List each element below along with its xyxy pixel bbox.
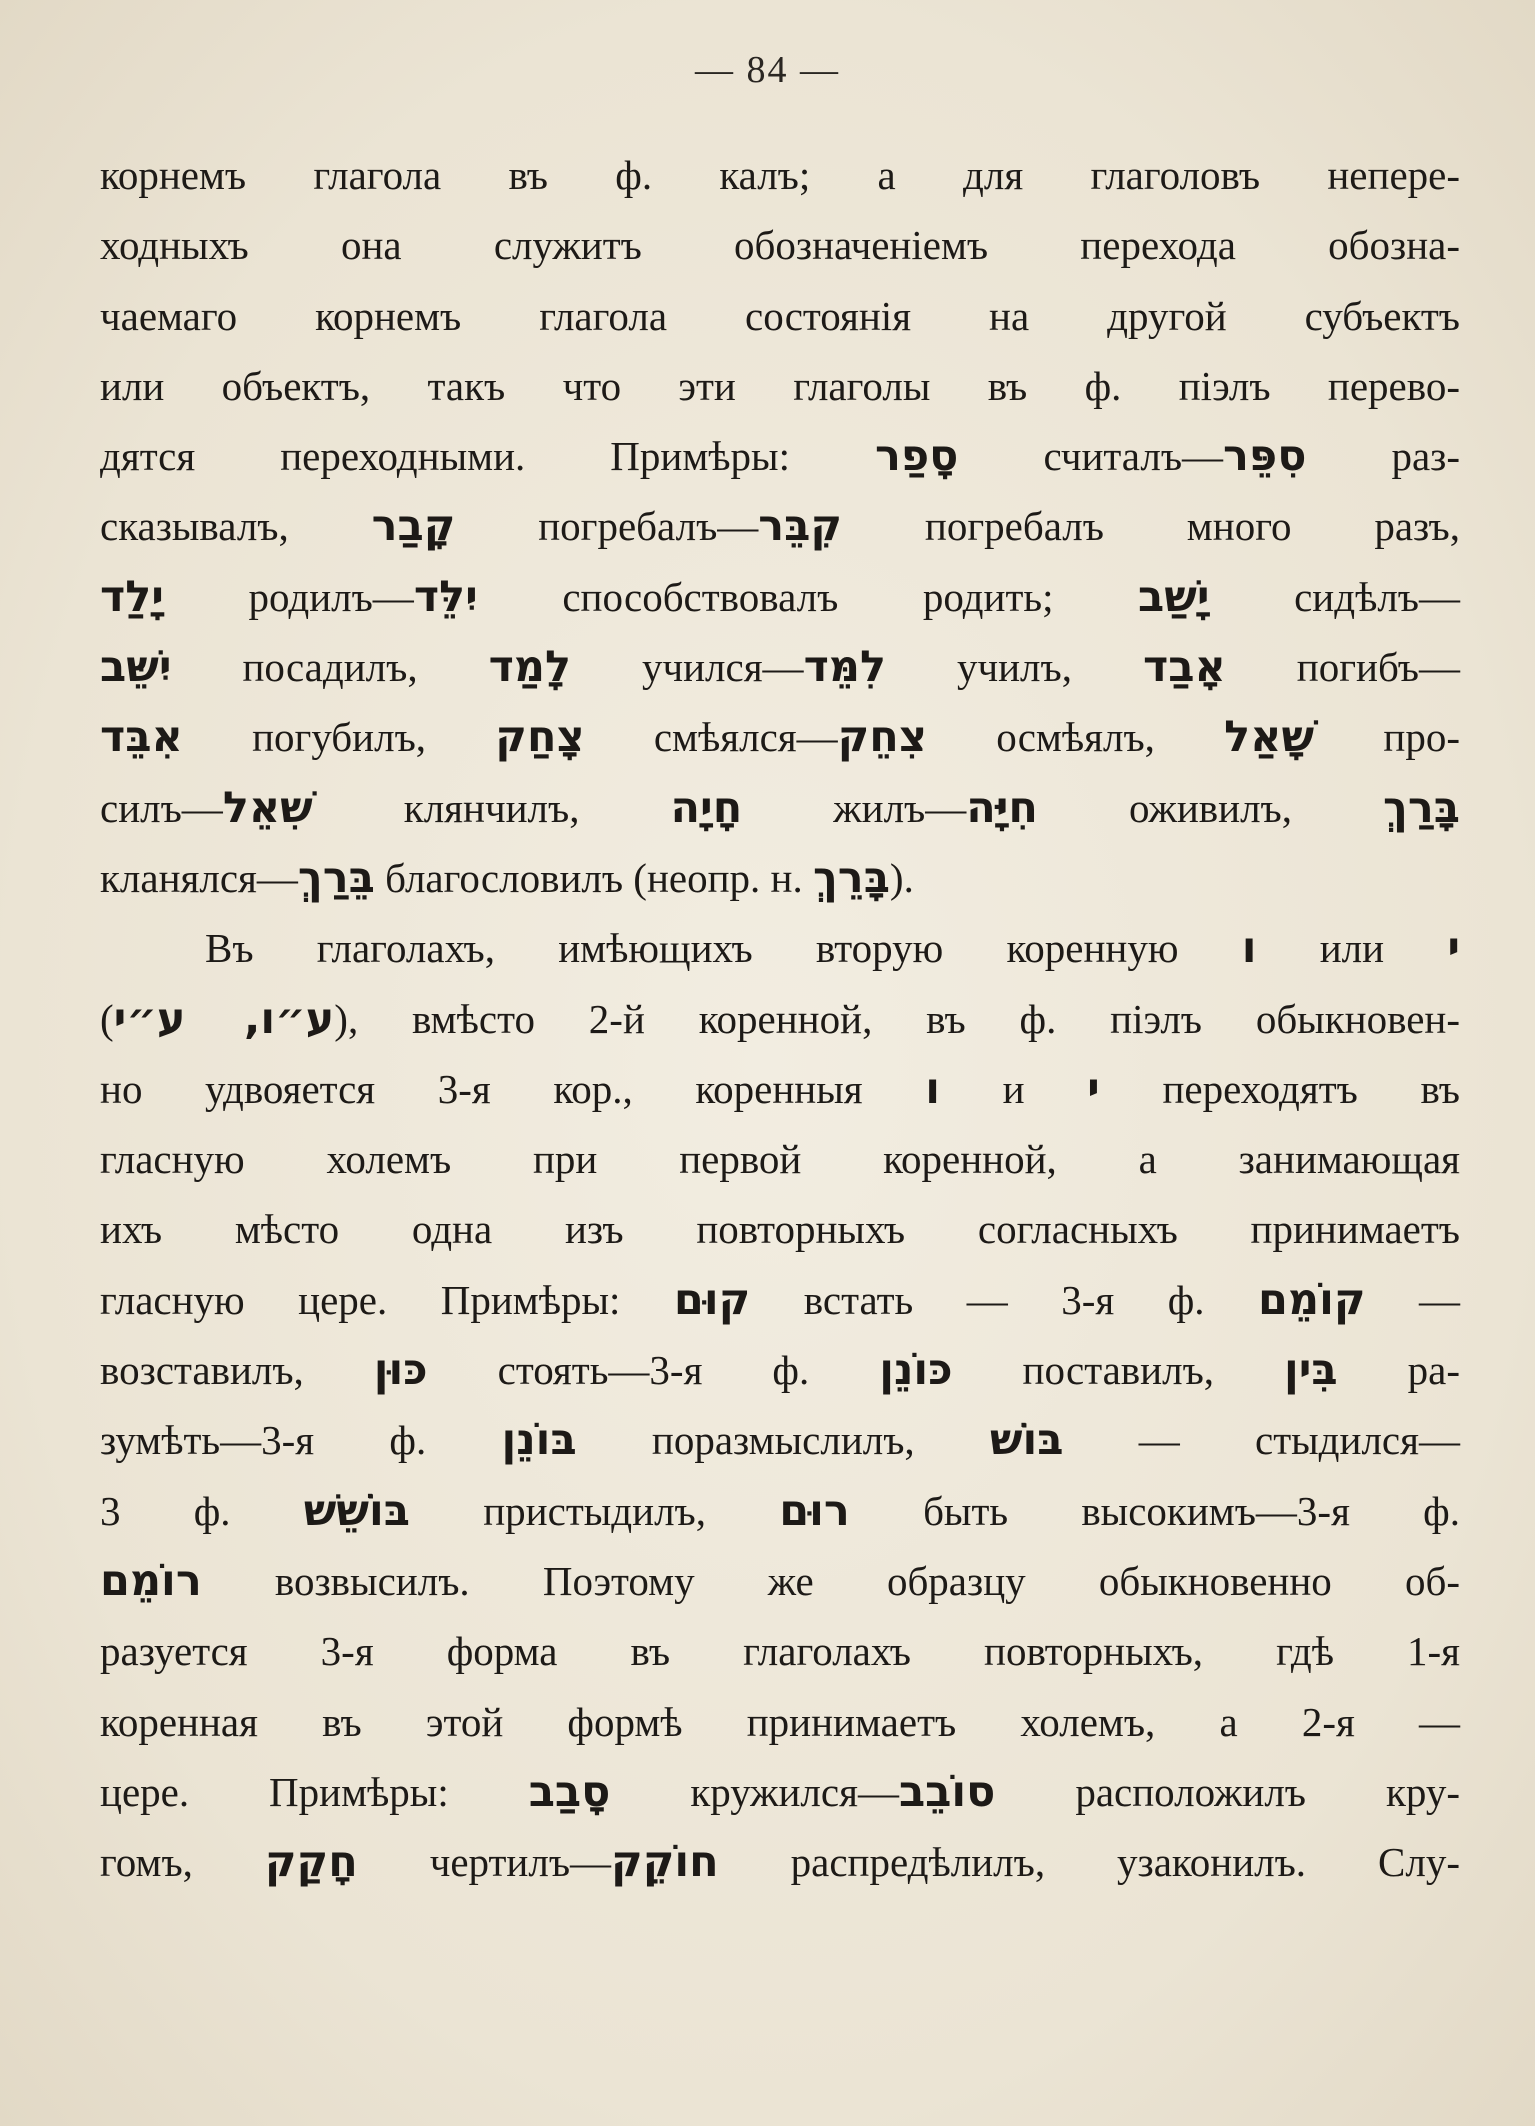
hebrew-word: חִיָּה: [966, 782, 1038, 833]
hebrew-word: שִׁאֵל: [222, 782, 313, 833]
hebrew-word: צָחַק: [495, 712, 585, 763]
text-line: 3 ф. בּוֹשֵׁשׁ пристыдилъ, רוּם быть высокимъ—3-я ф.: [100, 1485, 1460, 1536]
text-line: или объектъ, такъ что эти глаголы въ ф. піэлъ перево-: [100, 362, 1460, 409]
hebrew-word: קוּם: [673, 1274, 751, 1325]
text-line: корнемъ глагола въ ф. калъ; а для глаголовъ непере-: [100, 152, 1460, 198]
hebrew-word: חָקַק: [264, 1837, 358, 1888]
text-line: но удвояется 3-я кор., коренныя ו и י переходятъ въ: [100, 1063, 1460, 1114]
hebrew-word: י: [1087, 1063, 1100, 1114]
hebrew-word: חוֹקֵק: [611, 1837, 719, 1888]
hebrew-word: רוּם: [779, 1485, 850, 1536]
hebrew-word: קִבֵּר: [758, 501, 843, 552]
hebrew-word: בָּרֵךְ: [812, 852, 890, 903]
text-line: רוֹמֵם возвысилъ. Поэтому же образцу обыкновенно об-: [100, 1555, 1460, 1606]
hebrew-word: לָמַד: [488, 642, 571, 693]
text-line: силъ—שִׁאֵל клянчилъ, חָיָה жилъ—חִיָּה оживилъ, בָּרַךְ: [100, 782, 1460, 833]
text-line: гомъ, חָקַק чертилъ—חוֹקֵק распредѣлилъ, узаконилъ. Слу-: [100, 1837, 1460, 1888]
hebrew-word: סוֹבֵב: [898, 1766, 996, 1817]
text-line: чаемаго корнемъ глагола состоянія на другой субъектъ: [100, 292, 1460, 339]
hebrew-word: סִפֵּר: [1223, 431, 1307, 482]
text-line: ихъ мѣсто одна изъ повторныхъ согласныхъ принимаетъ: [100, 1206, 1460, 1253]
text-line: (ע״ו, ע״י), вмѣсто 2-й коренной, въ ф. піэлъ обыкновен-: [100, 993, 1460, 1044]
hebrew-word: קָבַר: [371, 501, 456, 552]
hebrew-word: סָבַב: [528, 1766, 611, 1817]
text-line: ходныхъ она служитъ обозначеніемъ перехода обозна-: [100, 222, 1460, 269]
text-line: יִשֵּׁב посадилъ, לָמַד учился—לִמֵּד училъ, אָבַד погибъ—: [100, 642, 1460, 693]
hebrew-word: אָבַד: [1142, 642, 1226, 693]
paragraph-start-line: Въ глаголахъ, имѣющихъ вторую коренную ו или י: [205, 923, 1460, 974]
hebrew-word: יָלַד: [100, 571, 164, 622]
hebrew-word: יִשֵּׁב: [100, 642, 172, 693]
hebrew-word: קוֹמֵם: [1258, 1274, 1366, 1325]
hebrew-word: ו: [1241, 923, 1257, 974]
hebrew-word: בִּין: [1284, 1345, 1338, 1396]
text-line: зумѣть—3-я ф. בּוֹנֵן поразмыслилъ, בּוֹשׁ — стыдился—: [100, 1415, 1460, 1466]
hebrew-word: ע״ו, ע״י: [113, 993, 335, 1044]
hebrew-word: י: [1447, 923, 1460, 974]
hebrew-word: בּוֹנֵן: [501, 1415, 577, 1466]
hebrew-word: אִבֵּד: [100, 712, 183, 763]
hebrew-word: כּוֹנֵן: [879, 1345, 953, 1396]
hebrew-word: יִלֵּד: [413, 571, 478, 622]
hebrew-word: שָׁאַל: [1224, 712, 1315, 763]
text-line: сказывалъ, קָבַר погребалъ—קִבֵּר погребалъ много разъ,: [100, 501, 1460, 552]
text-line: коренная въ этой формѣ принимаетъ холемъ, а 2-я —: [100, 1698, 1460, 1745]
text-line: кланялся—בֵּרַךְ благословилъ (неопр. н. בָּרֵךְ).: [100, 852, 914, 903]
body-text: [100, 140, 1460, 1897]
text-line: יָלַד родилъ—יִלֵּד способствовалъ родить; יָשַׁב сидѣлъ—: [100, 571, 1461, 622]
hebrew-word: כּוּן: [373, 1345, 428, 1396]
text-line: гласную цере. Примѣры: קוּם встать — 3-я ф. קוֹמֵם —: [100, 1274, 1460, 1325]
text-line: возставилъ, כּוּן стоять—3-я ф. כּוֹנֵן поставилъ, בִּין ра-: [100, 1345, 1460, 1396]
hebrew-word: בָּרַךְ: [1383, 782, 1460, 833]
hebrew-word: בּוֹשֵׁשׁ: [303, 1485, 410, 1536]
hebrew-word: בּוֹשׁ: [989, 1415, 1064, 1466]
page-number: — 84 —: [695, 49, 840, 91]
text-line: разуется 3-я форма въ глаголахъ повторныхъ, гдѣ 1-я: [100, 1628, 1460, 1675]
hebrew-word: לִמֵּד: [803, 642, 886, 693]
hebrew-word: ו: [925, 1063, 941, 1114]
text-line: дятся переходными. Примѣры: סָפַר считалъ—סִפֵּר раз-: [100, 431, 1461, 482]
text-line: אִבֵּד погубилъ, צָחַק смѣялся—צִחֵק осмѣялъ, שָׁאַל про-: [100, 712, 1460, 763]
text-line: цере. Примѣры: סָבַב кружился—סוֹבֵב расположилъ кру-: [100, 1766, 1460, 1817]
hebrew-word: חָיָה: [670, 782, 743, 833]
hebrew-word: צִחֵק: [837, 712, 927, 763]
hebrew-word: יָשַׁב: [1138, 571, 1210, 622]
text-line: гласную холемъ при первой коренной, а занимающая: [100, 1136, 1460, 1183]
hebrew-word: בֵּרַךְ: [297, 852, 375, 903]
hebrew-word: רוֹמֵם: [100, 1555, 202, 1606]
hebrew-word: סָפַר: [875, 431, 959, 482]
